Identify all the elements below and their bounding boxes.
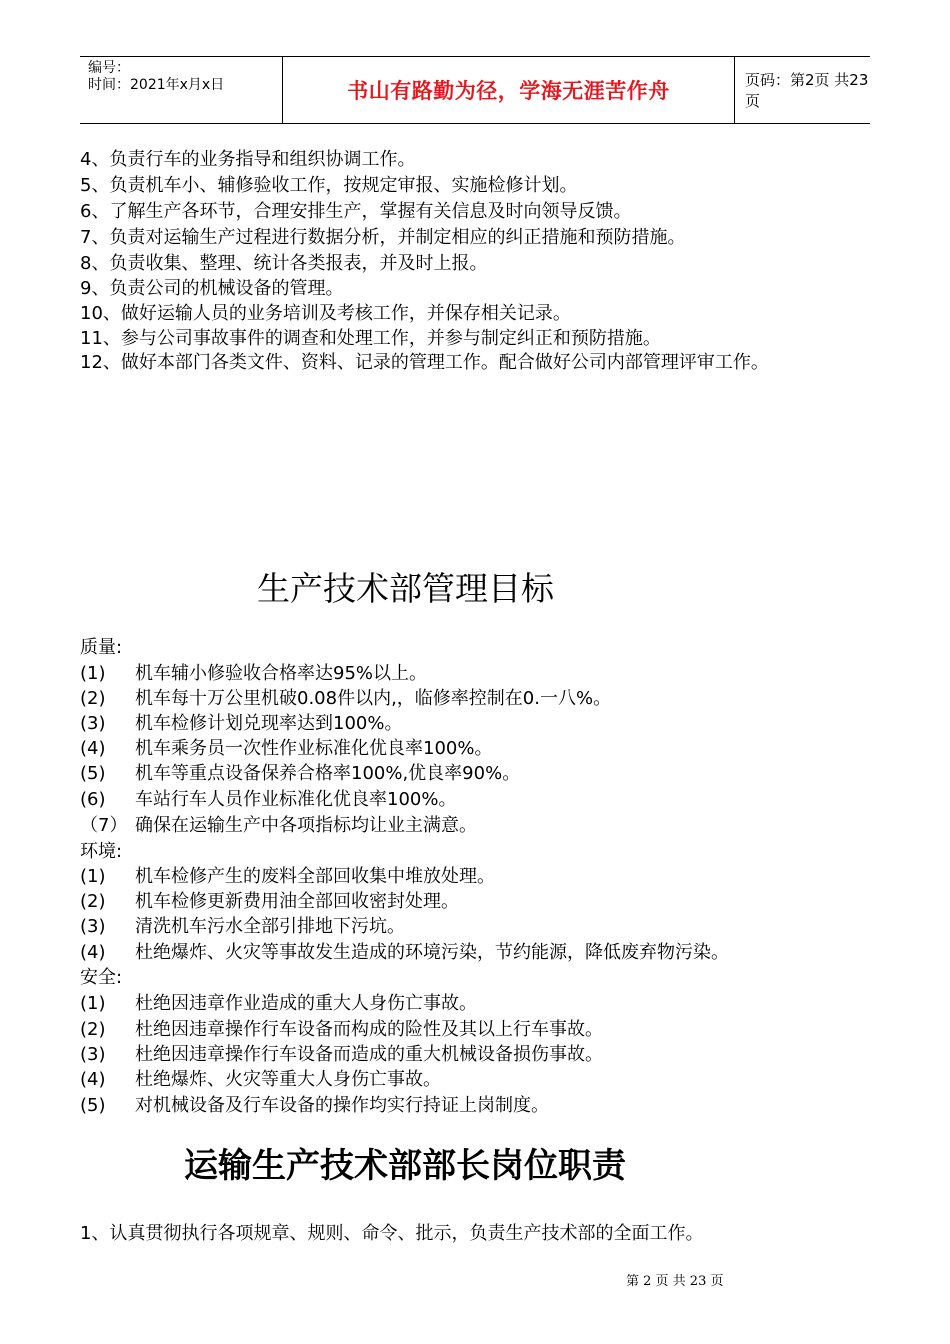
goal-text: 清洗机车污水全部引排地下污坑。 — [135, 916, 405, 937]
goal-number: (4) — [80, 1069, 106, 1090]
goal-item — [80, 1018, 603, 1042]
goal-number: (3) — [80, 916, 106, 937]
goal-item — [80, 992, 477, 1016]
goal-text: 机车检修产生的废料全部回收集中堆放处理。 — [135, 866, 495, 887]
duty-item: 12、做好本部门各类文件、资料、记录的管理工作。配合做好公司内部管理评审工作。 — [80, 352, 769, 373]
duty-item: 11、参与公司事故事件的调查和处理工作，并参与制定纠正和预防措施。 — [80, 328, 661, 349]
duty-item: 7、负责对运输生产过程进行数据分析，并制定相应的纠正措施和预防措施。 — [80, 227, 686, 248]
document-time-label: 时间：2021年x月x日 — [88, 77, 225, 93]
duty-item: 4、负责行车的业务指导和组织协调工作。 — [80, 149, 416, 170]
page-header — [80, 56, 870, 124]
goal-item — [80, 1068, 441, 1092]
goal-item — [80, 890, 459, 914]
goal-item — [80, 788, 456, 812]
goal-number: (1) — [80, 993, 106, 1014]
header-meta — [80, 57, 283, 123]
goal-text: 杜绝因违章作业造成的重大人身伤亡事故。 — [135, 993, 477, 1014]
goal-item — [80, 915, 405, 939]
goal-item — [80, 865, 495, 889]
goal-text: 车站行车人员作业标准化优良率100%。 — [135, 789, 457, 810]
goal-item — [80, 662, 427, 686]
page-footer: 第 2 页 共 23 页 — [626, 1274, 724, 1289]
quality-heading: 质量: — [80, 637, 123, 658]
goal-text: 机车辅小修验收合格率达95%以上。 — [135, 663, 428, 684]
goal-item — [80, 687, 611, 711]
safety-heading: 安全: — [80, 967, 123, 988]
goal-number: (3) — [80, 1044, 106, 1065]
duty-item: 9、负责公司的机械设备的管理。 — [80, 278, 344, 299]
header-page-label: 页码：第2页 共23页 — [745, 71, 869, 110]
goal-text: 机车每十万公里机破0.08件以内,，临修率控制在0.一八%。 — [135, 688, 612, 709]
goal-item — [80, 1094, 549, 1118]
goal-text: 杜绝爆炸、火灾等事故发生造成的环境污染，节约能源，降低废弃物污染。 — [135, 942, 729, 963]
goal-text: 杜绝因违章操作行车设备而造成的重大机械设备损伤事故。 — [135, 1044, 603, 1065]
goal-text: 对机械设备及行车设备的操作均实行持证上岗制度。 — [135, 1095, 549, 1116]
goal-text: 机车检修计划兑现率达到100%。 — [135, 713, 403, 734]
document-number-label: 编号： — [88, 60, 130, 76]
goal-text: 杜绝因违章操作行车设备而构成的险性及其以上行车事故。 — [135, 1019, 603, 1040]
goal-text: 杜绝爆炸、火灾等重大人身伤亡事故。 — [135, 1069, 441, 1090]
goal-text: 确保在运输生产中各项指标均让业主满意。 — [135, 815, 477, 836]
duty-item: 10、做好运输人员的业务培训及考核工作，并保存相关记录。 — [80, 303, 571, 324]
goal-number: （7） — [80, 815, 128, 836]
goal-text: 机车等重点设备保养合格率100%,优良率90%。 — [135, 763, 521, 784]
goal-item — [80, 712, 402, 736]
section-title-management-goals: 生产技术部管理目标 — [257, 569, 554, 608]
duty-item: 6、了解生产各环节，合理安排生产，掌握有关信息及时向领导反馈。 — [80, 201, 632, 222]
goal-number: (2) — [80, 688, 106, 709]
duty-item: 8、负责收集、整理、统计各类报表，并及时上报。 — [80, 253, 488, 274]
goal-number: (1) — [80, 866, 106, 887]
section-title-minister-duties: 运输生产技术部部长岗位职责 — [184, 1146, 626, 1186]
goal-number: (2) — [80, 1019, 106, 1040]
goal-number: (2) — [80, 891, 106, 912]
goal-number: (5) — [80, 763, 106, 784]
duty-item: 1、认真贯彻执行各项规章、规则、命令、批示，负责生产技术部的全面工作。 — [80, 1223, 704, 1244]
goal-number: (3) — [80, 713, 106, 734]
header-motto: 书山有路勤为径，学海无涯苦作舟 — [283, 57, 735, 123]
goal-item — [80, 762, 520, 786]
goal-text: 机车乘务员一次性作业标准化优良率100%。 — [135, 738, 493, 759]
duty-item: 5、负责机车小、辅修验收工作，按规定审报、实施检修计划。 — [80, 175, 578, 196]
goal-number: (4) — [80, 738, 106, 759]
goal-item — [80, 941, 729, 965]
goal-number: (1) — [80, 663, 106, 684]
goal-item — [80, 814, 477, 838]
goal-number: (6) — [80, 789, 106, 810]
goal-item — [80, 737, 492, 761]
goal-item — [80, 1043, 603, 1067]
goal-number: (5) — [80, 1095, 106, 1116]
goal-text: 机车检修更新费用油全部回收密封处理。 — [135, 891, 459, 912]
goal-number: (4) — [80, 942, 106, 963]
environment-heading: 环境: — [80, 841, 123, 862]
